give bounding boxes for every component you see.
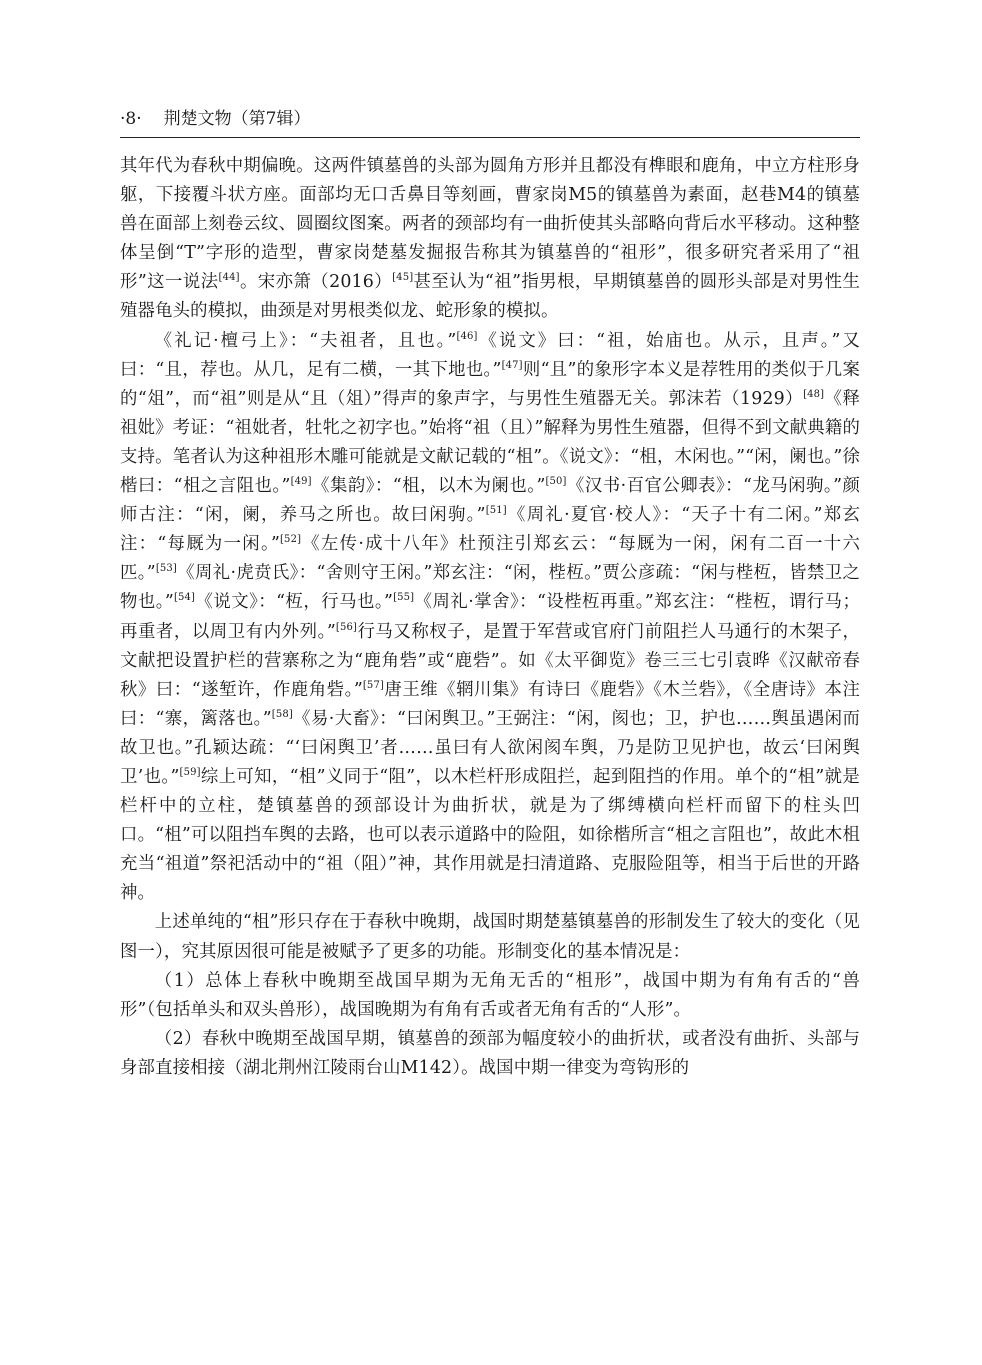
citation-marker: [56] xyxy=(335,621,358,633)
text-run: 《释祖妣》考证：“祖妣者，牡牝之初字也。”始将“祖（且）”解释为男性生殖器，但得不到文献典籍的支持。笔者认为这种祖形木雕可能就是文献记载的“柤”。《说文》：“柤，木闲也。”“闲，阑也。”徐楷曰：“柤之言阻也。” xyxy=(120,388,860,497)
citation-marker: [48] xyxy=(803,388,825,400)
citation-marker: [53] xyxy=(155,563,177,575)
citation-marker: [57] xyxy=(362,679,385,691)
citation-marker: [55] xyxy=(393,592,415,604)
header-rule xyxy=(120,137,860,138)
body-text xyxy=(120,152,860,1083)
text-run: 唐王维《辋川集》有诗曰《鹿砦》《木兰砦》，《全唐诗》本注曰：“寨，篱落也。” xyxy=(120,679,860,729)
paragraph xyxy=(120,908,860,966)
text-run: （1）总体上春秋中晚期至战国早期为无角无舌的“柤形”，战国中期为有角有舌的“兽形”（包括单头和双头兽形），战国晚期为有角有舌或者无角有舌的“人形”。 xyxy=(120,970,860,1020)
citation-marker: [47] xyxy=(501,359,523,371)
text-run: 《周礼·夏官·校人》：“天子十有二闲。”郑玄注：“每厩为一闲。” xyxy=(120,505,860,555)
citation-marker: [44] xyxy=(218,272,240,284)
text-run: 《汉书·百官公卿表》：“龙马闲驹。”颜师古注：“闲，阑，养马之所也。故曰闲驹。” xyxy=(120,476,860,526)
citation-marker: [58] xyxy=(271,708,293,720)
text-run: （2）春秋中晚期至战国早期，镇墓兽的颈部为幅度较小的曲折状，或者没有曲折、头部与身部直接相接（湖北荆州江陵雨台山M142）。战国中期一律变为弯钩形的 xyxy=(120,1028,860,1078)
paragraph xyxy=(120,327,860,909)
text-run: 《左传·成十八年》杜预注引郑玄云：“每厩为一闲，闲有二百一十六匹。” xyxy=(120,534,860,584)
text-run: 《易·大畜》：“曰闲舆卫。”王弼注：“闲，阂也；卫，护也……舆虽遇闲而故卫也。”孔颖达疏：“‘曰闲舆卫’者……虽曰有人欲闲阂车舆，乃是防卫见护也，故云‘曰闲舆卫’也。” xyxy=(120,708,860,787)
citation-marker: [50] xyxy=(545,476,567,488)
text-run: 《礼记·檀弓上》：“夫祖者，且也。” xyxy=(154,330,457,351)
text-run: 行马又称杈子，是置于军营或官府门前阻拦人马通行的木架子，文献把设置护栏的营寨称之为“鹿角砦”或“鹿砦”。如《太平御览》卷三三七引袁晔《汉献帝春秋》曰：“遂堑许，作鹿角砦。” xyxy=(120,621,860,700)
citation-marker: [59] xyxy=(179,766,201,778)
text-run: 《周礼·掌舍》：“设梐枑再重。”郑玄注：“梐枑，谓行马；再重者，以周卫有内外列。” xyxy=(120,592,860,642)
paragraph xyxy=(120,967,860,1025)
citation-marker: [49] xyxy=(290,476,312,488)
text-run: 。宋亦箫（2016） xyxy=(239,272,393,293)
text-run: 上述单纯的“柤”形只存在于春秋中晚期，战国时期楚墓镇墓兽的形制发生了较大的变化（见图一），究其原因很可能是被赋予了更多的功能。形制变化的基本情况是： xyxy=(120,912,860,962)
paragraph xyxy=(120,1025,860,1083)
page-number: ·8· xyxy=(120,109,142,129)
text-run: 则“且”的象形字本义是荐牲用的类似于几案的“俎”，而“祖”则是从“且（俎）”得声的象声字，与男性生殖器无关。郭沫若（1929） xyxy=(120,359,860,409)
text-run: 《周礼·虎贲氏》：“舍则守王闲。”郑玄注：“闲，梐枑。”贾公彦疏：“闲与梐枑，皆禁卫之物也。” xyxy=(120,563,860,613)
text-run: 甚至认为“祖”指男根，早期镇墓兽的圆形头部是对男性生殖器龟头的模拟，曲颈是对男根类似龙、蛇形象的模拟。 xyxy=(120,272,860,322)
text-run: 《集韵》：“柤，以木为阑也。” xyxy=(311,476,546,497)
citation-marker: [46] xyxy=(456,330,478,342)
text-run: 其年代为春秋中期偏晚。这两件镇墓兽的头部为圆角方形并且都没有榫眼和鹿角，中立方柱形身躯，下接覆斗状方座。面部均无口舌鼻目等刻画，曹家岗M5的镇墓兽为素面，赵巷M4的镇墓兽在面部上刻卷云纹、圆圈纹图案。两者的颈部均有一曲折使其头部略向背后水平移动。这种整体呈倒“T”字形的造型，曹家岗楚墓发掘报告称其为镇墓兽的“祖形”，很多研究者采用了“祖形”这一说法 xyxy=(120,156,860,293)
citation-marker: [45] xyxy=(392,272,414,284)
journal-title: 荆楚文物（第7辑） xyxy=(163,109,311,129)
citation-marker: [52] xyxy=(280,534,302,546)
running-header xyxy=(120,104,860,134)
paragraph xyxy=(120,152,860,327)
citation-marker: [54] xyxy=(173,592,196,604)
text-run: 《说文》：“枑，行马也。” xyxy=(195,592,394,613)
text-run: 《说文》曰：“祖，始庙也。从示，且声。”又曰：“且，荐也。从几，足有二横，一其下地也。” xyxy=(120,330,860,380)
citation-marker: [51] xyxy=(485,505,507,517)
text-run: 综上可知，“柤”义同于“阻”，以木栏杆形成阻拦，起到阻挡的作用。单个的“柤”就是栏杆中的立柱，楚镇墓兽的颈部设计为曲折状，就是为了绑缚横向栏杆而留下的柱头凹口。“柤”可以阻挡车舆的去路，也可以表示道路中的险阻，如徐楷所言“柤之言阻也”，故此木柤充当“祖道”祭祀活动中的“祖（阻）”神，其作用就是扫清道路、克服险阻等，相当于后世的开路神。 xyxy=(120,766,860,904)
